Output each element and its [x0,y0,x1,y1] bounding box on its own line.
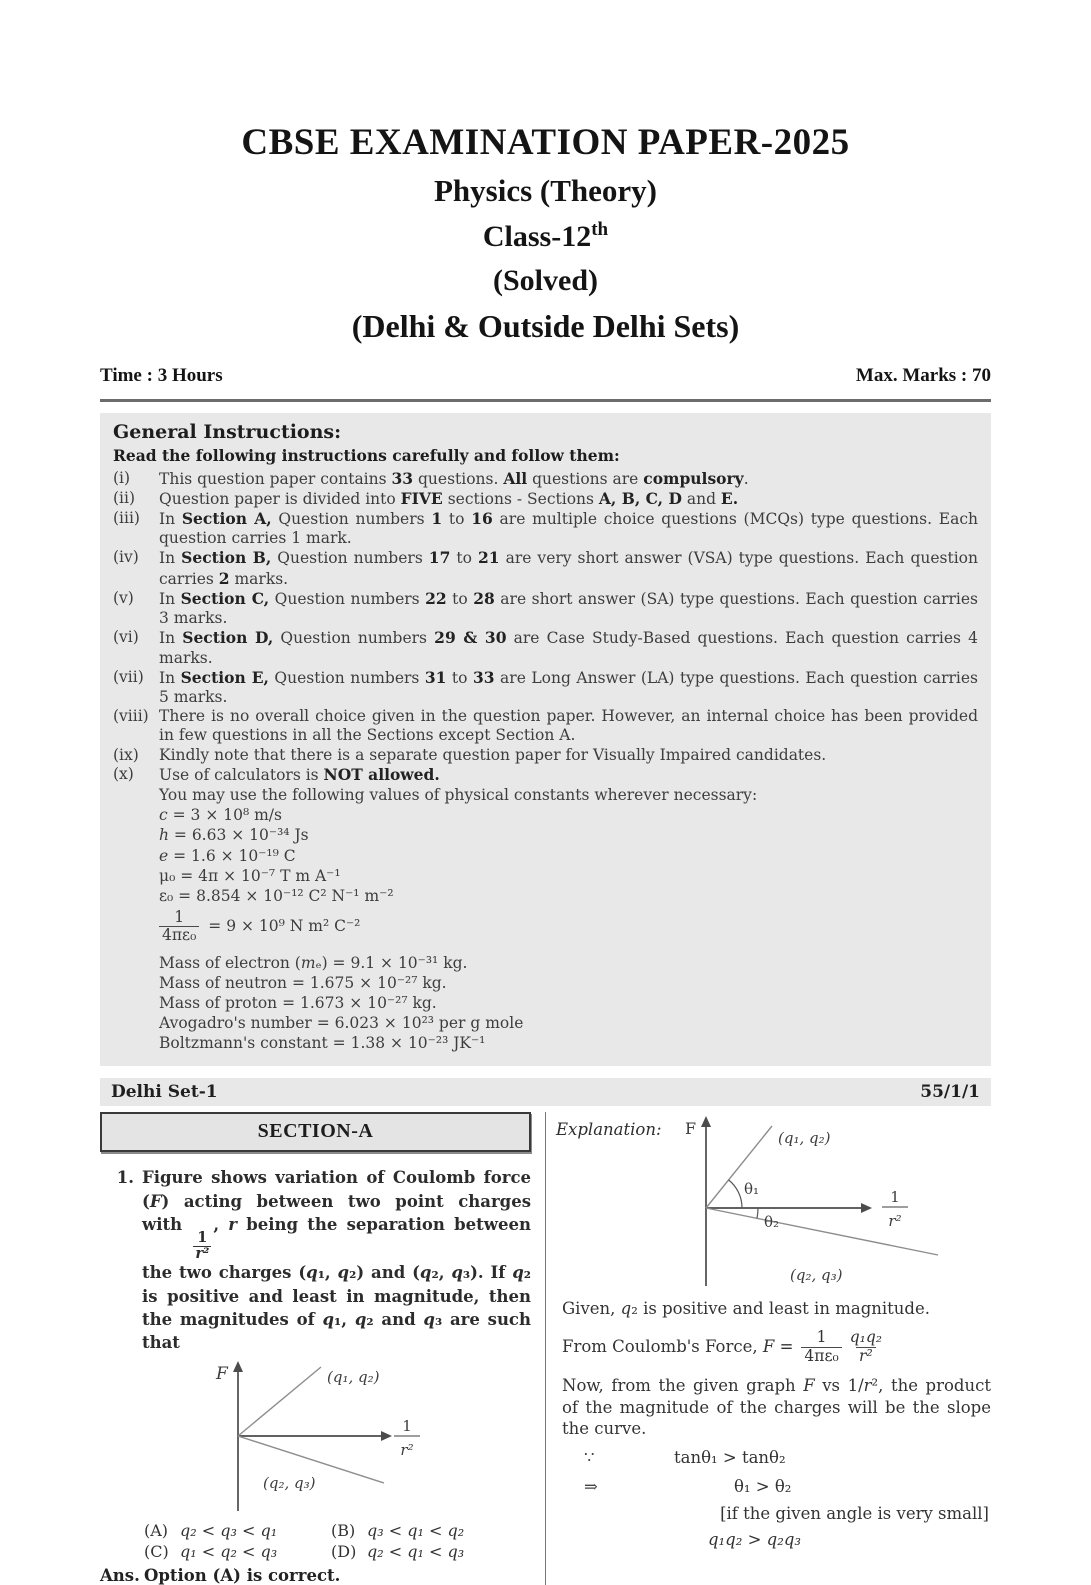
option-d [331,1542,531,1561]
question-text-after: , r being the separation between the two charges (q₁, q₂) and (q₂, q₃). If q₂ is positive and least in magnitude, then the magnitudes of q₁, q₂ and q₃ are such that [142,1215,532,1353]
instruction-label: (ii) [113,488,136,507]
instruction-text: There is no overall choice given in the question paper. However, an internal choice has been provided in few questions in all the Sections except Section A. [159,707,978,745]
instruction-text: In Section E, Question numbers 31 to 33 are Long Answer (LA) type questions. Each question carries 5 marks. [159,667,978,707]
given-statement: Given, q₂ is positive and least in magnitude. [562,1299,930,1319]
right-column [545,1112,991,1585]
y-axis-label: F [216,1363,228,1384]
condition-note: [if the given angle is very small] [720,1503,989,1523]
derivation-step-2 [562,1476,991,1498]
explanation-text [562,1298,991,1551]
line1-label: (q₁, q₂) [778,1129,831,1148]
instruction-item [113,765,978,785]
instruction-text: In Section C, Question numbers 22 to 28 are short answer (SA) type questions. Each question carries 3 marks. [159,588,978,628]
instruction-text: Kindly note that there is a separate question paper for Visually Impaired candidates. [159,745,827,764]
instruction-text: In Section B, Question numbers 17 to 21 are very short answer (VSA) type questions. Each question carries 2 marks. [159,548,978,588]
option-label: (A) [144,1520,169,1540]
time-allowed: Time : 3 Hours [100,364,223,386]
instruction-label: (vi) [113,628,139,647]
question-graph [100,1357,440,1515]
paper-subject: Physics (Theory) [433,172,657,208]
coulomb-constant-value: = 9 × 10⁹ N m² C⁻² [208,917,361,936]
explanation-label: Explanation: [556,1120,662,1140]
option-label: (D) [331,1541,357,1561]
theta1-label: θ₁ [744,1180,760,1199]
coulomb-constant-fraction [159,909,199,945]
theta2-label: θ₂ [764,1213,780,1232]
avogadro-number: Avogadro's number = 6.023 × 10²³ per g mole [159,1014,524,1033]
derivation-step-1 [562,1447,991,1469]
instruction-item [113,707,978,745]
left-column [100,1112,545,1585]
equation-prefix: From Coulomb's Force, F = [562,1337,794,1357]
instruction-item [113,668,978,707]
instruction-item [113,548,978,588]
option-text: q₁ < q₂ < q₃ [180,1541,278,1561]
instruction-text: Use of calculators is NOT allowed. [159,764,440,784]
answer-text: Option (A) is correct. [144,1565,341,1585]
coulomb-constant-line [159,909,978,945]
time-marks-row [100,365,991,387]
options-grid [144,1521,531,1561]
constants-block [159,785,978,906]
explanation-paragraph: Now, from the given graph F vs 1/r², the product of the magnitude of the charges will be the slope the curve. [562,1375,991,1439]
equation-fraction-1 [801,1329,841,1365]
answer-row [100,1566,531,1585]
x-axis-label-numerator: 1 [402,1416,412,1435]
option-label: (B) [331,1520,356,1540]
option-label: (C) [144,1541,169,1561]
instructions-heading: General Instructions: [113,420,342,443]
equation-fraction-2 [850,1329,882,1365]
horizontal-rule [100,399,991,402]
instruction-label: (iii) [113,509,140,528]
question-text-before: Figure shows variation of Coulomb force (F) acting between two point charges with [142,1168,531,1235]
question-number: 1. [116,1168,134,1188]
mass-neutron: Mass of neutron = 1.675 × 10⁻²⁷ kg. [159,973,447,992]
instruction-text: In Section A, Question numbers 1 to 16 are multiple choice questions (MCQs) type questions. Each question carries 1 mark. [159,509,978,548]
general-instructions-panel [100,413,991,1067]
set-name: Delhi Set-1 [111,1082,218,1103]
line2-label: (q₂, q₃) [263,1473,316,1492]
constant-mu0: μ₀ = 4π × 10⁻⁷ T m A⁻¹ [159,866,341,885]
fraction-denominator: r² [195,1244,210,1262]
fraction-numerator: 1 [197,1229,208,1247]
fraction-numerator: q₁q₂ [849,1328,882,1347]
mass-electron: Mass of electron (mₑ) = 9.1 × 10⁻³¹ kg. [159,953,468,972]
instruction-item [113,628,978,667]
max-marks: Max. Marks : 70 [855,364,991,386]
paper-code: 55/1/1 [920,1082,980,1103]
fraction-denominator: 4πε₀ [159,926,199,944]
fraction-numerator: 1 [174,907,185,926]
paper-title: CBSE EXAMINATION PAPER-2025 [241,122,850,163]
instruction-label: (iv) [113,548,139,567]
constant-eps0: ε₀ = 8.854 × 10⁻¹² C² N⁻¹ m⁻² [159,886,394,905]
fraction-denominator: 4πε₀ [801,1347,841,1365]
constants-intro: You may use the following values of physical constants wherever necessary: [159,786,758,805]
paper-class [0,219,1091,254]
instruction-item [113,509,978,548]
coulomb-force-equation [562,1329,991,1365]
instruction-item [113,489,978,509]
content-columns [100,1112,991,1585]
question-text [142,1166,531,1355]
line1-label: (q₁, q₂) [327,1367,380,1386]
instruction-item [113,746,978,765]
step-formula: θ₁ > θ₂ [734,1476,792,1496]
y-axis-label: F [685,1119,697,1139]
x-axis-label-numerator: 1 [890,1188,900,1207]
option-text: q₂ < q₃ < q₁ [180,1520,278,1540]
x-axis-label-denominator: r² [400,1440,414,1459]
instruction-item [113,589,978,628]
step-formula: tanθ₁ > tanθ₂ [674,1448,786,1468]
option-text: q₂ < q₁ < q₃ [367,1541,465,1561]
paper-header [0,0,1091,345]
option-text: q₃ < q₁ < q₂ [367,1520,465,1540]
constant-h: h = 6.63 × 10⁻³⁴ Js [159,826,309,845]
masses-block [159,953,978,1054]
fraction-numerator: 1 [816,1328,827,1347]
class-superscript: th [591,218,609,240]
section-a-heading: SECTION-A [100,1112,531,1152]
option-c [144,1542,331,1561]
mass-proton: Mass of proton = 1.673 × 10⁻²⁷ kg. [159,993,437,1012]
constant-c: c = 3 × 10⁸ m/s [159,806,282,825]
inline-fraction [193,1231,211,1261]
class-base: Class-12 [482,219,592,253]
fraction-denominator: r² [856,1347,876,1365]
instruction-text: In Section D, Question numbers 29 & 30 are Case Study-Based questions. Each question carries 4 marks. [159,628,978,667]
option-a [144,1521,331,1540]
instruction-label: (viii) [113,707,149,726]
paper-solved-tag: (Solved) [493,263,598,297]
x-axis-label-denominator: r² [888,1212,902,1231]
instruction-text: This question paper contains 33 questions. All questions are compulsory. [159,468,749,488]
line2-label: (q₂, q₃) [790,1266,843,1285]
explanation-graph [594,1112,956,1292]
constant-e: e = 1.6 × 10⁻¹⁹ C [159,846,296,865]
boltzmann-constant: Boltzmann's constant = 1.38 × 10⁻²³ JK⁻¹ [159,1034,486,1053]
instruction-label: (ix) [113,745,139,764]
instruction-label: (vii) [113,667,144,686]
question-1 [100,1166,531,1355]
answer-label: Ans. [100,1565,140,1585]
instructions-subheading: Read the following instructions carefully and follow them: [113,446,620,466]
instruction-label: (v) [113,588,134,607]
because-symbol: ∵ [584,1448,595,1468]
implies-symbol: ⇒ [584,1476,598,1496]
conclusion-formula: q₁q₂ > q₂q₃ [708,1530,802,1550]
instruction-label: (x) [113,764,134,783]
paper-sets-tag: (Delhi & Outside Delhi Sets) [351,307,740,344]
set-band [100,1078,991,1106]
instruction-item [113,469,978,489]
instruction-text: Question paper is divided into FIVE sections - Sections A, B, C, D and E. [159,488,739,508]
instruction-label: (i) [113,468,131,487]
option-b [331,1521,531,1540]
